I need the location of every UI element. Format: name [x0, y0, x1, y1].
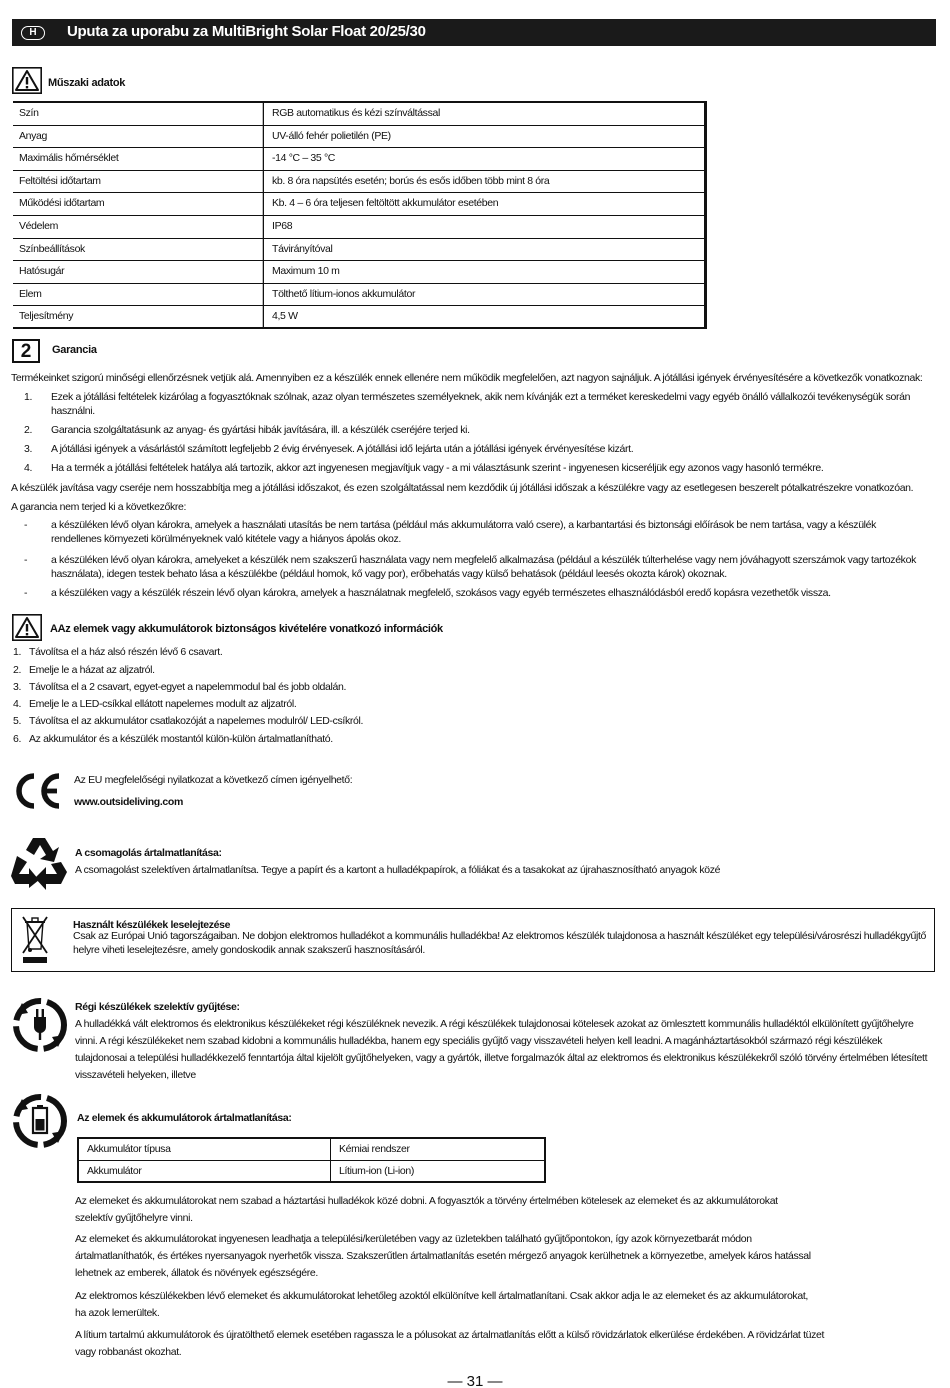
spec-value: Távirányítóval: [263, 239, 707, 261]
step-text: Emelje le a házat az aljzatról.: [29, 664, 155, 676]
recycle-icon: [11, 834, 69, 890]
step-number: 5.: [13, 715, 22, 727]
warning-icon: [12, 67, 42, 94]
spec-value: Kb. 4 – 6 óra teljesen feltöltött akkumulátor esetében: [263, 193, 707, 215]
table-cell: Akkumulátor típusa: [79, 1139, 331, 1160]
step-number: 6.: [13, 733, 22, 745]
spec-row: [13, 126, 707, 149]
spec-key: Teljesítmény: [13, 306, 263, 327]
step-text: Távolítsa el a ház alsó részén lévő 6 csavart.: [29, 646, 223, 658]
spec-row: [13, 193, 707, 216]
spec-value: kb. 8 óra napsütés esetén; borús és esős időben több mint 8 óra: [263, 171, 707, 193]
device-recycling-icon: [12, 997, 68, 1053]
bullet: -: [24, 519, 28, 531]
item-number: 4.: [24, 462, 33, 474]
batteries-title: Az elemek és akkumulátorok ártalmatlanítása:: [77, 1112, 292, 1124]
language-badge: H: [21, 26, 45, 40]
bullet: -: [24, 554, 28, 566]
warning-icon: [12, 614, 42, 641]
page-title: Uputa za uporabu za MultiBright Solar Float 20/25/30: [67, 23, 426, 41]
spec-value: Tölthető lítium-ionos akkumulátor: [263, 284, 707, 306]
spec-row: [13, 148, 707, 171]
warranty-title: Garancia: [52, 344, 97, 356]
packaging-text: A csomagolást szelektíven ártalmatlanítsa. Tegye a papírt és a kartont a hulladékpapírok, a fóliákat és a tasakokat az újrahasznosítható anyagok közé: [75, 864, 721, 876]
batteries-paragraph: Az elemeket és akkumulátorokat ingyenesen leadhatja a települési/kerületében vagy az üzletekben található gyűjtőpontokon, így azok környezetbarát módon ártalmatlaníthatók, és értékes nyersanyagok nyerhetők vissza. Szakszerűtlen ártalmatlanítás esetén mérgező anyagok kerülhetnek a környezetbe, amelyek káros hatással lehetnek az emberek, állatok és növények egészségére.: [75, 1233, 811, 1279]
ce-mark-icon: [12, 772, 64, 810]
old-devices-title: Régi készülékek szelektív gyűjtése:: [75, 1001, 240, 1013]
spec-key: Maximális hőmérséklet: [13, 148, 263, 170]
step-text: Távolítsa el az akkumulátor csatlakozóját a napelemes modulról/ LED-csíkról.: [29, 715, 364, 727]
step-number: 3.: [13, 681, 22, 693]
battery-type-table: [77, 1137, 546, 1183]
exclusions-intro: A garancia nem terjed ki a következőkre:: [11, 501, 187, 513]
spec-value: RGB automatikus és kézi színváltással: [263, 103, 707, 125]
website-link[interactable]: www.outsideliving.com: [74, 796, 183, 808]
table-cell: Akkumulátor: [79, 1161, 331, 1181]
spec-row: [13, 284, 707, 307]
spec-key: Feltöltési időtartam: [13, 171, 263, 193]
crossed-bin-icon: [20, 913, 50, 965]
batteries-paragraph: Az elemeket és akkumulátorokat nem szabad a háztartási hulladékok közé dobni. A fogyasztók a törvény értelmében kötelesek az elemeket és az akkumulátorokat szelektív gyűjtőhelyre vinni.: [75, 1195, 778, 1224]
step-text: Emelje le a LED-csíkkal ellátott napelemes modult az aljzatról.: [29, 698, 297, 710]
warranty-icon-label: 2: [20, 340, 32, 362]
spec-value: -14 °C – 35 °C: [263, 148, 707, 170]
old-devices-text: A hulladékká vált elektromos és elektronikus készülékeket régi készüléknek nevezik. A régi készülékek tulajdonosai kötelesek azokat az ömlesztett kommunális hulladéktól elkülönített gyűjtőhelyre vinni. A régi készülékeket nem szabad kidobni a kommunális hulladékba, hanem egy speciális gyűjtő vagy visszavételi helyen kell leadni. A magánháztartásokból származó régi készülékek tulajdonosai a települési hulladékkezelő fenntartója által kijelölt gyűjtőhelyeken, vagy a gyártók, illetve forgalmazók által az elektromos és elektronikus készülékekről szóló törvény értelmében létesített visszavételi helyeken, illetve: [75, 1018, 928, 1081]
warranty-number-icon: [12, 339, 40, 363]
step-number: 1.: [13, 646, 22, 658]
page-header-bar: [12, 19, 936, 46]
page-number: — 31 —: [447, 1373, 503, 1388]
spec-row: [13, 171, 707, 194]
spec-row: [13, 103, 707, 126]
spec-key: Hatósugár: [13, 261, 263, 283]
table-cell: Lítium-ion (Li-ion): [339, 1165, 415, 1177]
warranty-intro: Termékeinket szigorú minőségi ellenőrzésnek vetjük alá. Amennyiben ez a készülék ennek ellenére nem működik megfelelően, azt nagyon sajnáljuk. A jótállási igények érvényesítésére a következők vonatkoznak:: [11, 372, 923, 384]
item-text: A jótállási igények a vásárlástól számított legfeljebb 2 évig érvényesek. A jótállási idő lejárta után a jótállási igények érvényesítése kizárt.: [51, 443, 634, 455]
spec-key: Anyag: [13, 126, 263, 148]
item-number: 3.: [24, 443, 33, 455]
step-text: Az akkumulátor és a készülék mostantól külön-külön ártalmatlanítható.: [29, 733, 333, 745]
spec-row: [13, 216, 707, 239]
table-cell: Kémiai rendszer: [339, 1143, 410, 1155]
step-number: 4.: [13, 698, 22, 710]
spec-key: Színbeállítások: [13, 239, 263, 261]
item-text: a készüléken vagy a készülék részein lévő olyan károkra, amelyek a használatnak megfelelő, szokásos vagy egyéb természetes elhasználódásból eredő kopásra vezethetők vissza.: [51, 587, 831, 599]
item-text: Garancia szolgáltatásunk az anyag- és gyártási hibák javítására, ill. a készülék cseréjére terjed ki.: [51, 424, 470, 436]
spec-value: Maximum 10 m: [263, 261, 707, 283]
spec-row: [13, 306, 707, 329]
ce-declaration-text: Az EU megfelelőségi nyilatkozat a következő címen igényelhető:: [74, 774, 353, 786]
table-row: [79, 1139, 544, 1160]
batteries-paragraph: Az elektromos készülékekben lévő elemeket és akkumulátorokat lehetőleg azoktól elkülönítve kell ártalmatlanítani. Csak akkor adja le az elemeket és az akkumulátorokat, ha azok lemerültek.: [75, 1290, 808, 1319]
spec-value: 4,5 W: [263, 306, 707, 327]
spec-key: Védelem: [13, 216, 263, 238]
step-number: 2.: [13, 664, 22, 676]
batteries-paragraph: A lítium tartalmú akkumulátorok és újratölthető elemek esetében ragassza le a pólusokat az ártalmatlanítás előtt a külső rövidzárlatok elkerülése érdekében. A rövidzárlat tüzet vagy robbanást okozhat.: [75, 1329, 825, 1358]
item-text: a készüléken lévő olyan károkra, amelyek a használati utasítás be nem tartása (például más akkumulátorra való csere), a karbantartási és biztonsági előírások be nem tartása, vagy a készülék rendellenes környezeti körülményeknek való kitétele vagy a hiányos ápolás okoz.: [51, 519, 877, 546]
step-text: Távolítsa el a 2 csavart, egyet-egyet a napelemmodul bal és jobb oldalán.: [29, 681, 347, 693]
warranty-extension-text: A készülék javítása vagy cseréje nem hosszabbítja meg a jótállási időszakot, és ezen szolgáltatással nem kezdődik új jótállási időszak a készülékre vagy az esetlegesen beszerelt pótalkatrészekre vonatkozóan.: [11, 482, 914, 494]
table-row: [79, 1160, 544, 1181]
item-number: 2.: [24, 424, 33, 436]
spec-value: UV-álló fehér polietilén (PE): [263, 126, 707, 148]
weee-text: Csak az Európai Unió tagországaiban. Ne dobjon elektromos hulladékot a kommunális hulladékba! Az elektromos készülék tulajdonosa a használt készüléket egy települési/városrészi hulladékgyűjtő helyre viheti leselejtezésre, amely gondoskodik annak szakszerű hasznosításáról.: [73, 930, 927, 956]
bullet: -: [24, 587, 28, 599]
spec-key: Működési időtartam: [13, 193, 263, 215]
spec-value: IP68: [263, 216, 707, 238]
spec-row: [13, 239, 707, 262]
item-number: 1.: [24, 391, 33, 403]
spec-row: [13, 261, 707, 284]
spec-key: Elem: [13, 284, 263, 306]
item-text: Ha a termék a jótállási feltételek hatálya alá tartozik, akkor azt ingyenesen megjavítjuk vagy - a mi választásunk szerint - ingyenesen kicseréljük egy azonos vagy hasonló termékre.: [51, 462, 824, 474]
battery-removal-title: AAz elemek vagy akkumulátorok biztonságos kivételére vonatkozó információk: [50, 623, 443, 635]
spec-key: Szín: [13, 103, 263, 125]
spec-table: [13, 101, 707, 329]
tech-data-title: Műszaki adatok: [48, 77, 126, 89]
item-text: a készüléken lévő olyan károkra, amelyeket a készülék nem szakszerű használata vagy nem megfelelő alkalmazása (például a készülék túlterhelése vagy nem jóváhagyott szerszámok vagy tartozékok használata), idegen testek behato lása a készülékbe (például homok, kő vagy por), erőbehatás vagy külső behatások (például leesés okozta károk) okoznak.: [51, 554, 916, 581]
packaging-title: A csomagolás ártalmatlanítása:: [75, 847, 222, 859]
battery-recycling-icon: [12, 1093, 68, 1149]
item-text: Ezek a jótállási feltételek kizárólag a fogyasztóknak szólnak, azaz olyan természetes személyeknek, akik nem kívánják ezt a terméket kereskedelmi vagy egyéb önálló vállalkozói tevékenységük során használni.: [51, 391, 911, 418]
weee-title: Használt készülékek leselejtezése: [73, 919, 231, 931]
